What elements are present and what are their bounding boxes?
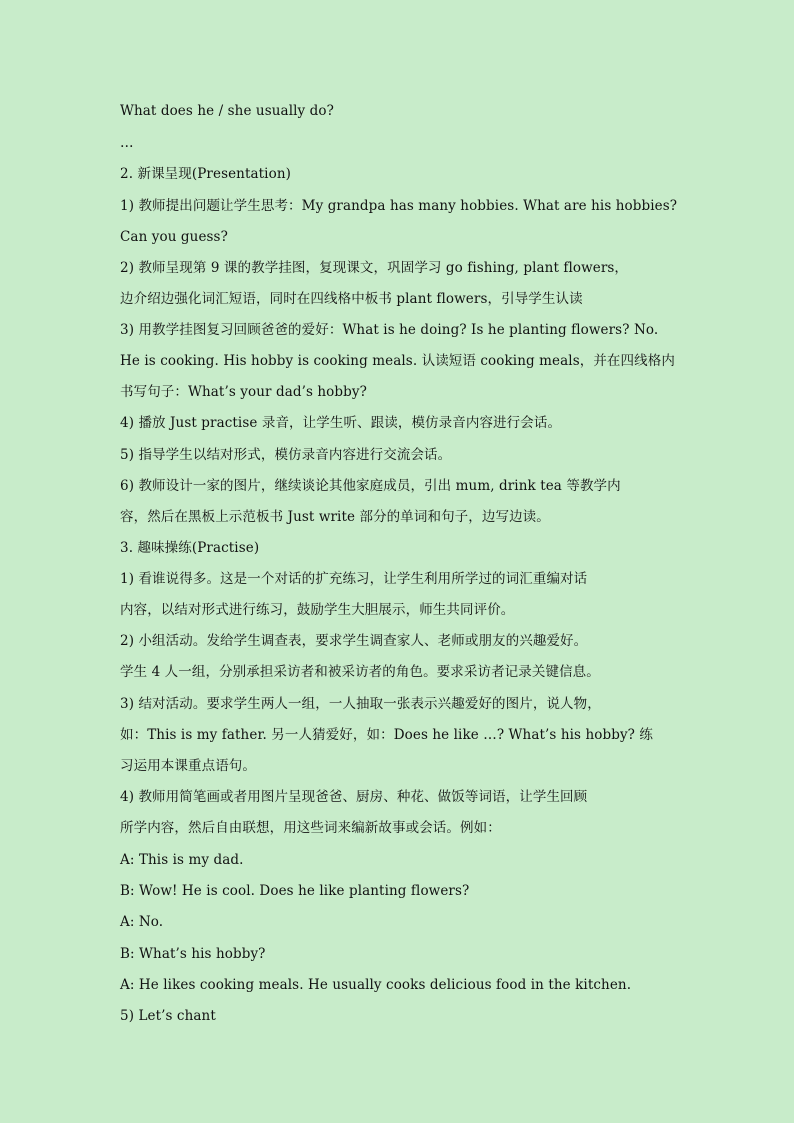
text-line-17: 内容，以结对形式进行练习，鼓励学生大胆展示，师生共同评价。	[120, 602, 515, 618]
dialogue-line-1: A: This is my dad.	[120, 852, 244, 868]
text-line-13: 6) 教师设计一家的图片，继续谈论其他家庭成员，引出 mum, drink tea 等教学内	[120, 478, 621, 494]
text-line-24: 所学内容，然后自由联想，用这些词来编新故事或会话。例如：	[120, 820, 501, 836]
text-line-19: 学生 4 人一组，分别承担采访者和被采访者的角色。要求采访者记录关键信息。	[120, 664, 600, 680]
text-line-chant: 5) Let’s chant	[120, 1008, 216, 1024]
dialogue-line-4: B: What’s his hobby?	[120, 946, 266, 962]
text-line-16: 1) 看谁说得多。这是一个对话的扩充练习，让学生利用所学过的词汇重编对话	[120, 571, 588, 587]
dialogue-line-5: A: He likes cooking meals. He usually cooks delicious food in the kitchen.	[120, 977, 632, 993]
dialogue-line-3: A: No.	[120, 914, 164, 930]
text-line-4: 1) 教师提出问题让学生思考：My grandpa has many hobbies. What are his hobbies?	[120, 198, 678, 214]
text-line-7: 边介绍边强化词汇短语，同时在四线格中板书 plant flowers，引导学生认读	[120, 291, 583, 307]
text-line-20: 3) 结对活动。要求学生两人一组，一人抽取一张表示兴趣爱好的图片，说人物，	[120, 696, 601, 712]
text-line-9: He is cooking. His hobby is cooking meals. 认读短语 cooking meals，并在四线格内	[120, 353, 675, 369]
section-heading-practise: 3. 趣味操练(Practise)	[120, 540, 260, 556]
text-line-21: 如：This is my father. 另一人猜爱好，如：Does he like …? What’s his hobby? 练	[120, 727, 654, 743]
text-line-12: 5) 指导学生以结对形式，模仿录音内容进行交流会话。	[120, 447, 452, 463]
text-line-8: 3) 用教学挂图复习回顾爸爸的爱好：What is he doing? Is he planting flowers? No.	[120, 322, 659, 338]
text-line-23: 4) 教师用简笔画或者用图片呈现爸爸、厨房、种花、做饭等词语，让学生回顾	[120, 789, 588, 805]
dialogue-line-2: B: Wow! He is cool. Does he like planting flowers?	[120, 883, 470, 899]
text-line-1: What does he / she usually do?	[120, 103, 334, 119]
text-line-18: 2) 小组活动。发给学生调查表，要求学生调查家人、老师或朋友的兴趣爱好。	[120, 633, 588, 649]
text-line-14: 容，然后在黑板上示范板书 Just write 部分的单词和句子，边写边读。	[120, 509, 550, 525]
text-line-11: 4) 播放 Just practise 录音，让学生听、跟读，模仿录音内容进行会话。	[120, 415, 562, 431]
text-line-5: Can you guess?	[120, 229, 228, 245]
section-heading-presentation: 2. 新课呈现(Presentation)	[120, 166, 291, 182]
text-line-2: …	[120, 135, 134, 151]
text-line-22: 习运用本课重点语句。	[120, 758, 256, 774]
text-line-6: 2) 教师呈现第 9 课的教学挂图，复现课文，巩固学习 go fishing, plant flowers，	[120, 260, 629, 276]
text-line-10: 书写句子：What’s your dad’s hobby?	[120, 384, 367, 400]
